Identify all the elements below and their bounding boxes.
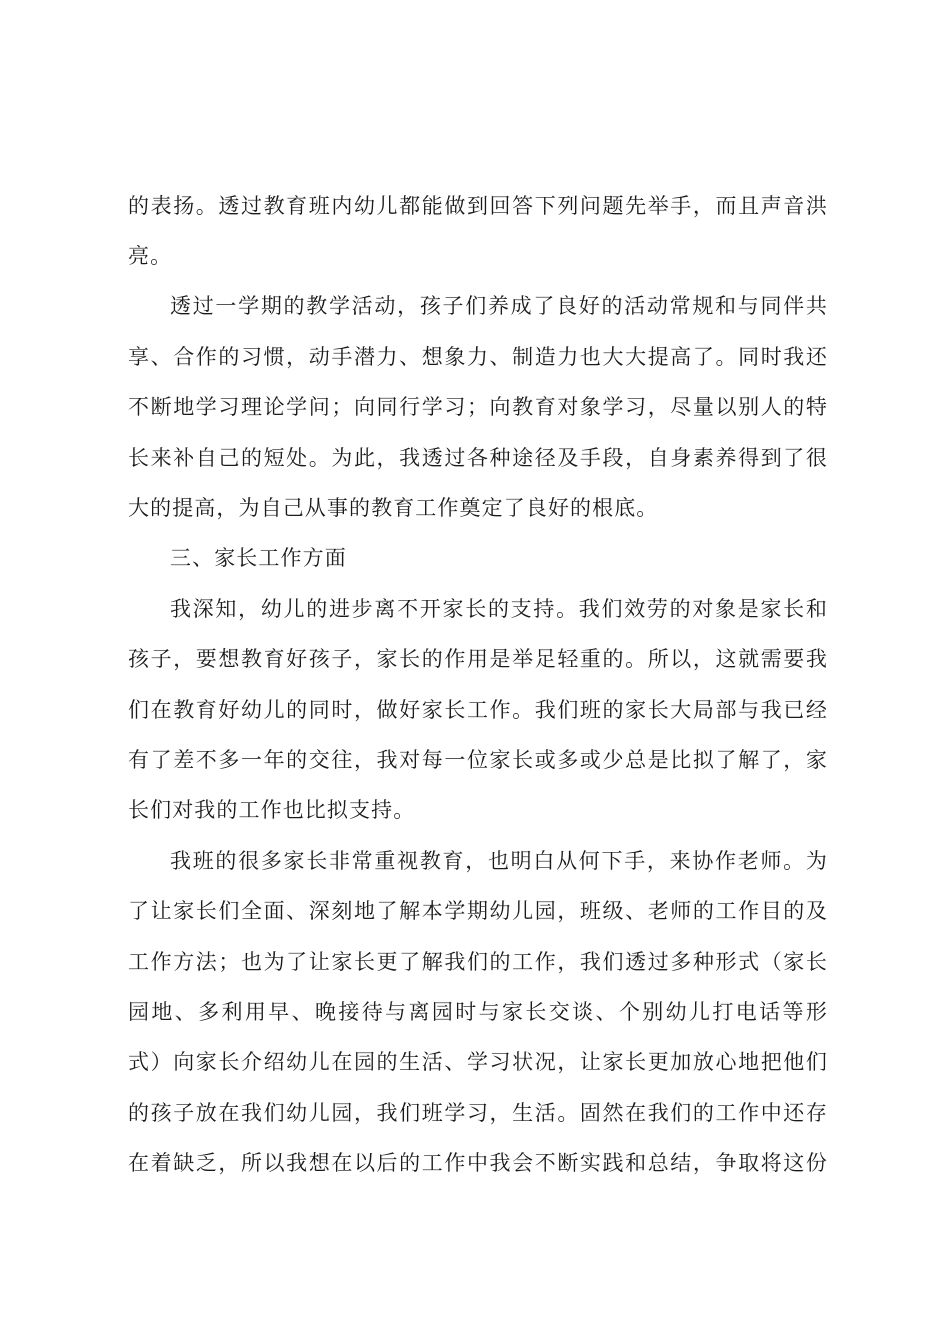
body-text-line: 了让家长们全面、深刻地了解本学期幼儿园，班级、老师的工作目的及: [128, 899, 828, 923]
body-text-line: 不断地学习理论学问；向同行学习；向教育对象学习，尽量以别人的特: [128, 395, 828, 419]
body-text-line: 孩子，要想教育好孩子，家长的作用是举足轻重的。所以，这就需要我: [128, 647, 828, 671]
body-text-line: 长们对我的工作也比拟支持。: [128, 798, 416, 822]
body-text-line: 式）向家长介绍幼儿在园的生活、学习状况，让家长更加放心地把他们: [128, 1050, 828, 1074]
paragraph-first-line: 我深知，幼儿的进步离不开家长的支持。我们效劳的对象是家长和: [170, 597, 828, 621]
body-text-line: 亮。: [128, 244, 173, 268]
paragraph-first-line: 我班的很多家长非常重视教育，也明白从何下手，来协作老师。为: [170, 849, 828, 873]
body-text-line: 们在教育好幼儿的同时，做好家长工作。我们班的家长大局部与我已经: [128, 698, 828, 722]
body-text-line: 的表扬。透过教育班内幼儿都能做到回答下列问题先举手，而且声音洪: [128, 194, 828, 218]
body-text-line: 大的提高，为自己从事的教育工作奠定了良好的根底。: [128, 496, 659, 520]
body-text-line: 的孩子放在我们幼儿园，我们班学习，生活。固然在我们的工作中还存: [128, 1101, 828, 1125]
body-text-line: 园地、多利用早、晚接待与离园时与家长交谈、个别幼儿打电话等形: [128, 1000, 828, 1024]
body-text-line: 在着缺乏，所以我想在以后的工作中我会不断实践和总结，争取将这份: [128, 1151, 828, 1175]
body-text-line: 工作方法；也为了让家长更了解我们的工作，我们透过多种形式（家长: [128, 950, 828, 974]
body-text-line: 长来补自己的短处。为此，我透过各种途径及手段，自身素养得到了很: [128, 446, 828, 470]
body-text-line: 享、合作的习惯，动手潜力、想象力、制造力也大大提高了。同时我还: [128, 345, 828, 369]
paragraph-first-line: 透过一学期的教学活动，孩子们养成了良好的活动常规和与同伴共: [170, 294, 828, 318]
body-text-line: 有了差不多一年的交往，我对每一位家长或多或少总是比拟了解了，家: [128, 748, 828, 772]
section-heading: 三、家长工作方面: [170, 546, 347, 570]
